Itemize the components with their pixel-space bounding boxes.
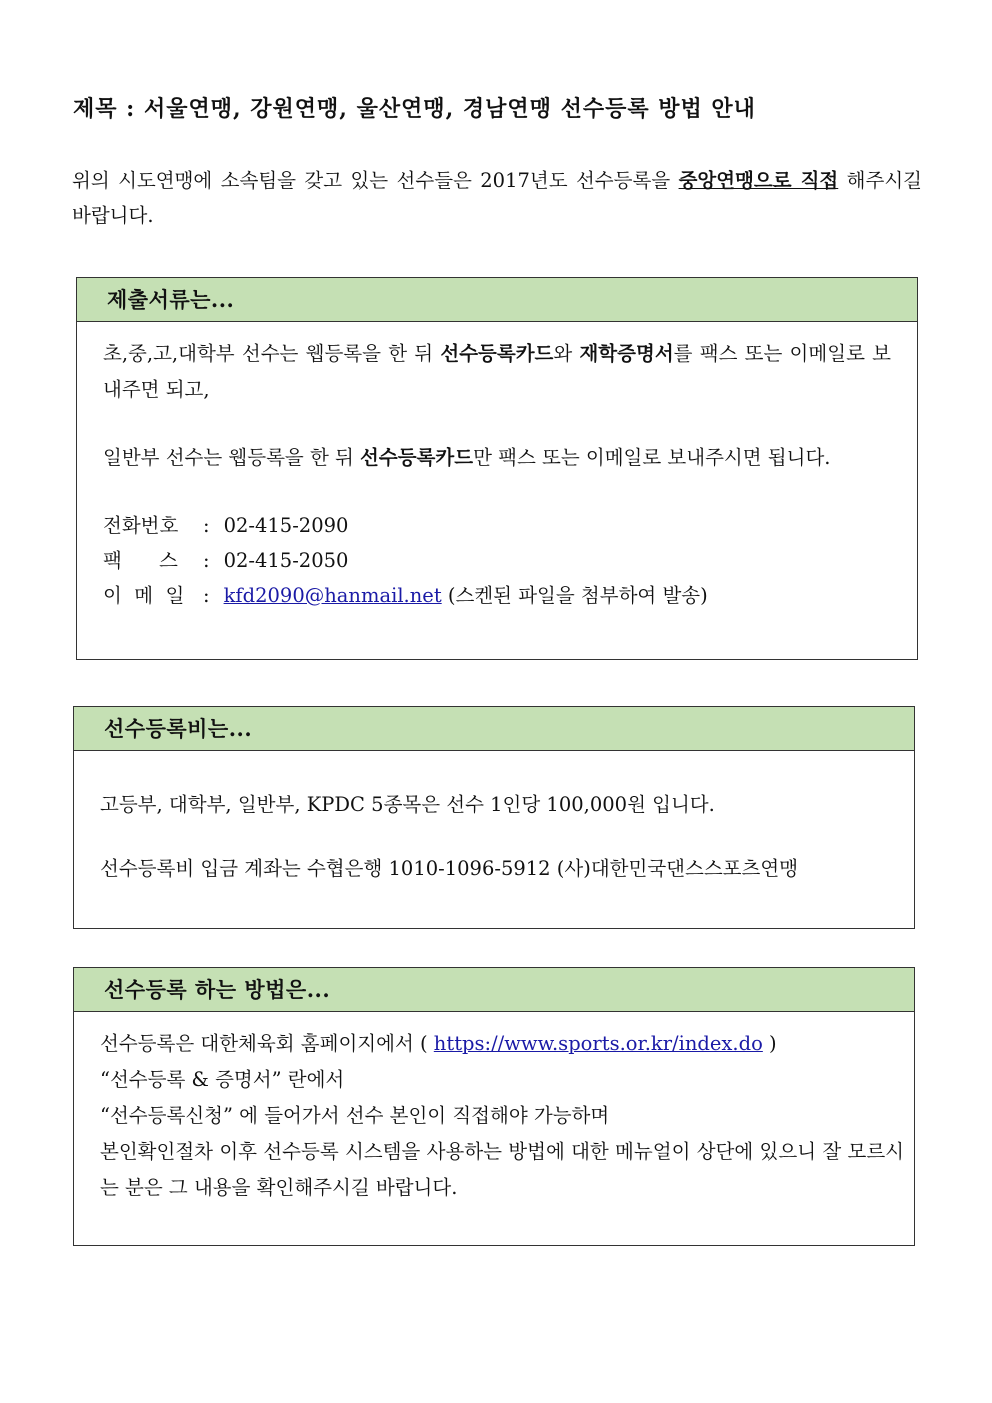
documents-p2-text-c: 만 팩스 또는 이메일로 보내주시면 됩니다. bbox=[473, 446, 831, 469]
method-line-1-close: ) bbox=[762, 1032, 777, 1055]
method-heading: 선수등록 하는 방법은... bbox=[74, 968, 914, 1012]
documents-p2-bold-card: 선수등록카드 bbox=[360, 446, 474, 469]
fax-label: 팩 스 bbox=[103, 549, 178, 572]
fax-value: 02-415-2050 bbox=[223, 549, 349, 572]
documents-p1-text-a: 초,중,고,대학부 선수는 웹등록을 한 뒤 bbox=[103, 342, 441, 365]
method-line-4: 본인확인절차 이후 선수등록 시스템을 사용하는 방법에 대한 메뉴얼이 상단에 있으니 잘 모르시는 분은 그 내용을 확인해주시길 바랍니다. bbox=[100, 1140, 904, 1199]
documents-paragraph-2 bbox=[103, 440, 891, 476]
fee-body bbox=[74, 751, 914, 887]
method-body bbox=[74, 1012, 914, 1206]
document-title bbox=[73, 92, 933, 123]
title-label: 제목 : bbox=[73, 96, 144, 122]
email-note: (스켄된 파일을 첨부하여 발송) bbox=[441, 584, 708, 607]
fee-line-1: 고등부, 대학부, 일반부, KPDC 5종목은 선수 1인당 100,000원 입니다. bbox=[100, 793, 715, 816]
method-line-1 bbox=[100, 1026, 904, 1062]
email-label: 이 메 일 bbox=[103, 584, 185, 607]
documents-p1-bold-card: 선수등록카드 bbox=[440, 342, 554, 365]
documents-p1-text-d: 를 팩스 또는 이메일로 보내주면 되고, bbox=[103, 342, 891, 401]
method-box bbox=[73, 967, 915, 1246]
documents-box bbox=[76, 277, 918, 660]
colon: : bbox=[203, 584, 210, 607]
documents-p2-text-a: 일반부 선수는 웹등록을 한 뒤 bbox=[103, 446, 361, 469]
fee-heading: 선수등록비는... bbox=[74, 707, 914, 751]
sports-url-link[interactable]: https://www.sports.or.kr/index.do bbox=[433, 1032, 763, 1055]
documents-p1-text-c: 와 bbox=[553, 342, 580, 365]
intro-emphasis: 중앙연맹으로 직접 bbox=[678, 169, 839, 192]
spacer bbox=[100, 823, 888, 851]
spacer bbox=[103, 408, 891, 440]
fax-row bbox=[103, 543, 891, 578]
email-row bbox=[103, 578, 891, 613]
method-line-2: “선수등록 & 증명서” 란에서 bbox=[100, 1068, 345, 1091]
method-line-3: “선수등록신청” 에 들어가서 선수 본인이 직접해야 가능하며 bbox=[100, 1104, 610, 1127]
colon: : bbox=[203, 549, 210, 572]
documents-p1-bold-certificate: 재학증명서 bbox=[579, 342, 674, 365]
intro-text-1: 위의 시도연맹에 소속팀을 갖고 있는 선수들은 2017년도 선수등록을 bbox=[72, 169, 679, 192]
title-text: 서울연맹, 강원연맹, 울산연맹, 경남연맹 선수등록 방법 안내 bbox=[143, 96, 756, 122]
intro-text-2: 해주시길 바랍니다. bbox=[72, 169, 922, 227]
method-line-1-text: 선수등록은 대한체육회 홈페이지에서 ( bbox=[100, 1032, 434, 1055]
phone-label: 전화번호 bbox=[103, 514, 179, 537]
fee-line-2: 선수등록비 입금 계좌는 수협은행 1010-1096-5912 (사)대한민국댄스스포츠연맹 bbox=[100, 857, 799, 880]
documents-heading: 제출서류는... bbox=[77, 278, 917, 322]
phone-row bbox=[103, 508, 891, 543]
documents-body bbox=[77, 322, 917, 613]
colon: : bbox=[203, 514, 210, 537]
intro-paragraph bbox=[72, 163, 922, 233]
spacer bbox=[103, 476, 891, 508]
phone-value: 02-415-2090 bbox=[223, 514, 349, 537]
fee-box bbox=[73, 706, 915, 929]
documents-paragraph-1 bbox=[103, 336, 891, 408]
email-link[interactable]: kfd2090@hanmail.net bbox=[223, 584, 442, 607]
